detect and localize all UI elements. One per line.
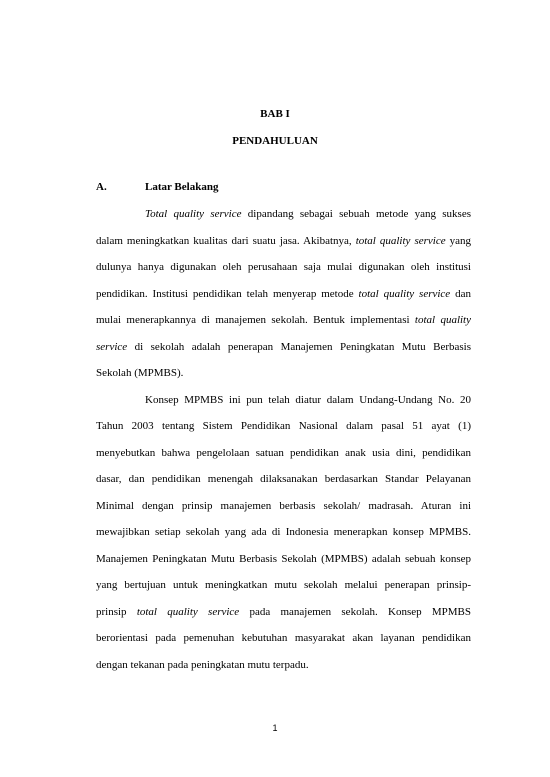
chapter-label: BAB I — [260, 108, 290, 120]
paragraph-1-line-7: Sekolah (MPMBS). — [96, 367, 184, 379]
italic-term: total quality service — [358, 287, 451, 300]
italic-term: Total quality service — [145, 208, 242, 220]
paragraph-2-line-7: Manajemen Peningkatan Mutu Berbasis Sekolah (MPMBS) adalah sebuah konsep — [96, 552, 471, 565]
paragraph-2-line-9: prinsip total quality service pada manajemen sekolah. Konsep MPMBS — [96, 605, 471, 618]
paragraph-2-line-3: menyebutkan bahwa pengelolaan satuan pendidikan anak usia dini, pendidikan — [96, 446, 471, 459]
section-letter: A. — [96, 181, 107, 193]
chapter-title: PENDAHULUAN — [232, 135, 318, 147]
italic-term: total quality — [414, 314, 471, 326]
paragraph-2-line-11: dengan tekanan pada peningkatan mutu terpadu. — [96, 658, 309, 671]
paragraph-2-line-10: berorientasi pada pemenuhan kebutuhan masyarakat akan layanan pendidikan — [96, 632, 471, 644]
paragraph-2-line-5: Minimal dengan prinsip manajemen berbasis sekolah/ madrasah. Aturan ini — [96, 499, 471, 512]
paragraph-1-line-1: Total quality service dipandang sebagai sebuah metode yang sukses — [145, 208, 471, 220]
section-title: Latar Belakang — [145, 181, 219, 193]
paragraph-2-line-1: Konsep MPMBS ini pun telah diatur dalam Undang-Undang No. 20 — [145, 393, 471, 406]
italic-term: service — [96, 340, 128, 353]
paragraph-1-line-4: pendidikan. Institusi pendidikan telah menyerap metode total quality service dan — [96, 287, 471, 300]
paragraph-2-line-8: yang bertujuan untuk meningkatkan mutu sekolah melalui penerapan prinsip- — [96, 579, 471, 591]
page-number: 1 — [272, 723, 278, 733]
paragraph-1-line-6: service di sekolah adalah penerapan Manajemen Peningkatan Mutu Berbasis — [96, 340, 471, 353]
paragraph-2-line-2: Tahun 2003 tentang Sistem Pendidikan Nasional dalam pasal 51 ayat (1) — [96, 420, 471, 432]
paragraph-1-line-3: dulunya hanya digunakan oleh perusahaan saja mulai digunakan oleh institusi — [96, 261, 471, 273]
paragraph-2-line-4: dasar, dan pendidikan menengah dilaksanakan berdasarkan Standar Pelayanan — [96, 473, 471, 485]
paragraph-2-line-6: mewajibkan setiap sekolah yang ada di Indonesia menerapkan konsep MPMBS. — [96, 526, 471, 538]
paragraph-1-line-2: dalam meningkatkan kualitas dari suatu jasa. Akibatnya, total quality service yang — [96, 234, 471, 247]
italic-term: total quality service — [136, 605, 240, 618]
paragraph-1-line-5: mulai menerapkannya di manajemen sekolah. Bentuk implementasi total quality — [96, 314, 471, 326]
italic-term: total quality service — [355, 234, 446, 247]
